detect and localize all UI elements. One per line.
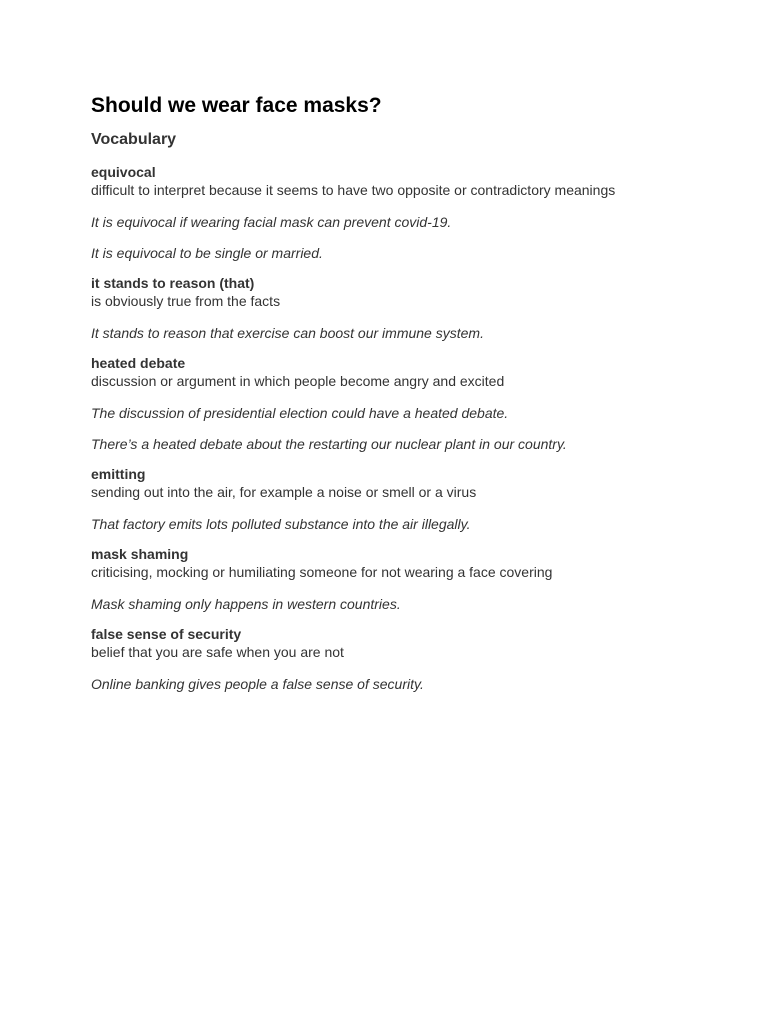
example-list [91,404,751,454]
vocabulary-term: emitting [91,466,146,482]
page-title: Should we wear face masks? [91,94,382,117]
example-sentence: Online banking gives people a false sense of security. [91,676,424,692]
vocabulary-term: it stands to reason (that) [91,275,255,291]
example-sentence: Mask shaming only happens in western countries. [91,596,401,612]
vocabulary-entry [91,355,751,454]
example-sentence: That factory emits lots polluted substance into the air illegally. [91,516,471,532]
vocabulary-definition: is obviously true from the facts [91,293,281,309]
vocabulary-term: heated debate [91,355,186,371]
example-sentence: It stands to reason that exercise can boost our immune system. [91,325,484,341]
example-list [91,675,751,694]
vocabulary-definition: sending out into the air, for example a noise or smell or a virus [91,484,477,500]
example-sentence: It is equivocal if wearing facial mask can prevent covid-19. [91,214,452,230]
vocabulary-definition: discussion or argument in which people become angry and excited [91,373,505,389]
vocabulary-entry [91,626,751,694]
example-list [91,515,751,534]
example-sentence: It is equivocal to be single or married. [91,245,323,261]
document-page [91,92,751,706]
vocabulary-entry [91,164,751,263]
vocabulary-term: mask shaming [91,546,189,562]
vocabulary-term: false sense of security [91,626,242,642]
example-list [91,213,751,263]
vocabulary-entry [91,546,751,614]
vocabulary-entry [91,275,751,343]
vocabulary-definition: criticising, mocking or humiliating someone for not wearing a face covering [91,564,553,580]
vocabulary-list [91,164,751,694]
vocabulary-definition: belief that you are safe when you are not [91,644,344,660]
vocabulary-definition: difficult to interpret because it seems to have two opposite or contradictory meanings [91,182,616,198]
example-sentence: There’s a heated debate about the restarting our nuclear plant in our country. [91,436,567,452]
section-heading-vocabulary: Vocabulary [91,131,177,148]
example-list [91,595,751,614]
vocabulary-entry [91,466,751,534]
example-list [91,324,751,343]
example-sentence: The discussion of presidential election could have a heated debate. [91,405,509,421]
vocabulary-term: equivocal [91,164,156,180]
